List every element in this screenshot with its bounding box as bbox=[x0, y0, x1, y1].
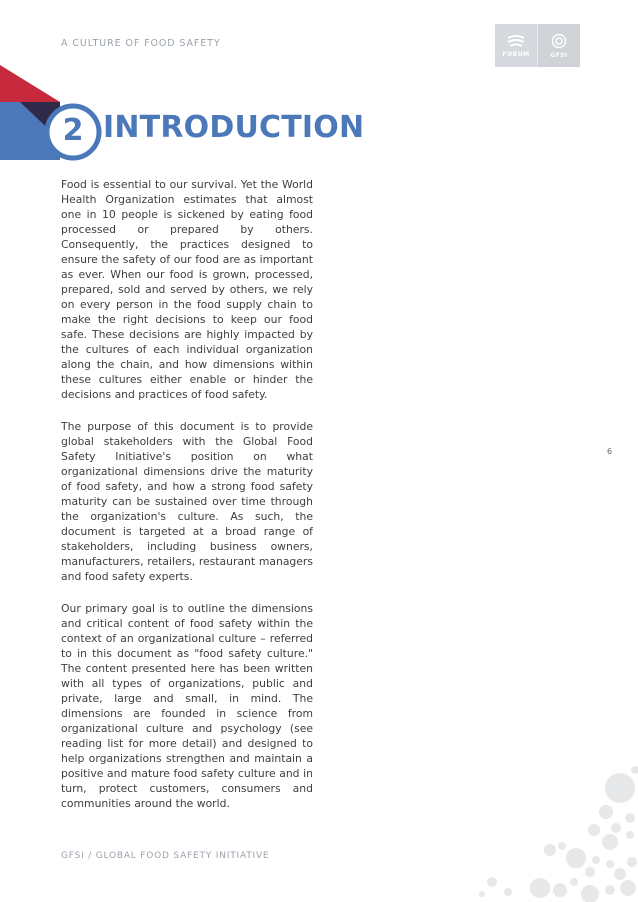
red-triangle-shape bbox=[0, 65, 60, 102]
decorative-dots bbox=[470, 760, 638, 902]
forum-logo-caption: FORUM bbox=[502, 50, 530, 58]
logo-group bbox=[495, 24, 580, 67]
gfsi-logo bbox=[537, 24, 580, 67]
running-header: A CULTURE OF FOOD SAFETY bbox=[61, 38, 221, 49]
chapter-title: INTRODUCTION bbox=[103, 110, 365, 145]
forum-logo-icon bbox=[506, 34, 526, 48]
paragraph: Food is essential to our survival. Yet the World Health Organization estimates that almost one in 10 people is sickened by eating food processed or prepared by others. Consequently, the practices designed to ensure the safety of our food are as important as ever. When our food is grown, processed, prepared, sold and served by others, we rely on every person in the food supply chain to make the right decisions to keep our food safe. These decisions are highly impacted by the cultures of each individual organization along the chain, and how dimensions within these cultures either enable or hinder the decisions and practices of food safety. bbox=[61, 178, 313, 401]
footer: GFSI / GLOBAL FOOD SAFETY INITIATIVE bbox=[61, 851, 270, 861]
gfsi-logo-caption: GFSI bbox=[550, 51, 568, 59]
paragraph: The purpose of this document is to provide global stakeholders with the Global Food Safety Initiative's position on what organizational dimensions drive the maturity of food safety, and how a strong food safety maturity can be sustained over time through the organization's culture. As such, the document is targeted at a broad range of stakeholders, including business owners, manufacturers, retailers, restaurant managers and food safety experts. bbox=[61, 420, 313, 583]
paragraph: Our primary goal is to outline the dimensions and critical content of food safety within the context of an organizational culture – referred to in this document as "food safety culture." The content presented here has been written with all types of organizations, public and private, large and small, in mind. The dimensions are founded in science from organizational culture and psychology (see reading list for more detail) and designed to help organizations strengthen and maintain a positive and mature food safety culture and in turn, protect customers, consumers and communities around the world. bbox=[61, 602, 313, 810]
gfsi-logo-icon bbox=[551, 33, 567, 49]
chapter-number: 2 bbox=[62, 112, 84, 148]
page-number: 6 bbox=[607, 447, 613, 456]
forum-logo bbox=[495, 24, 537, 67]
body-text bbox=[61, 177, 313, 828]
